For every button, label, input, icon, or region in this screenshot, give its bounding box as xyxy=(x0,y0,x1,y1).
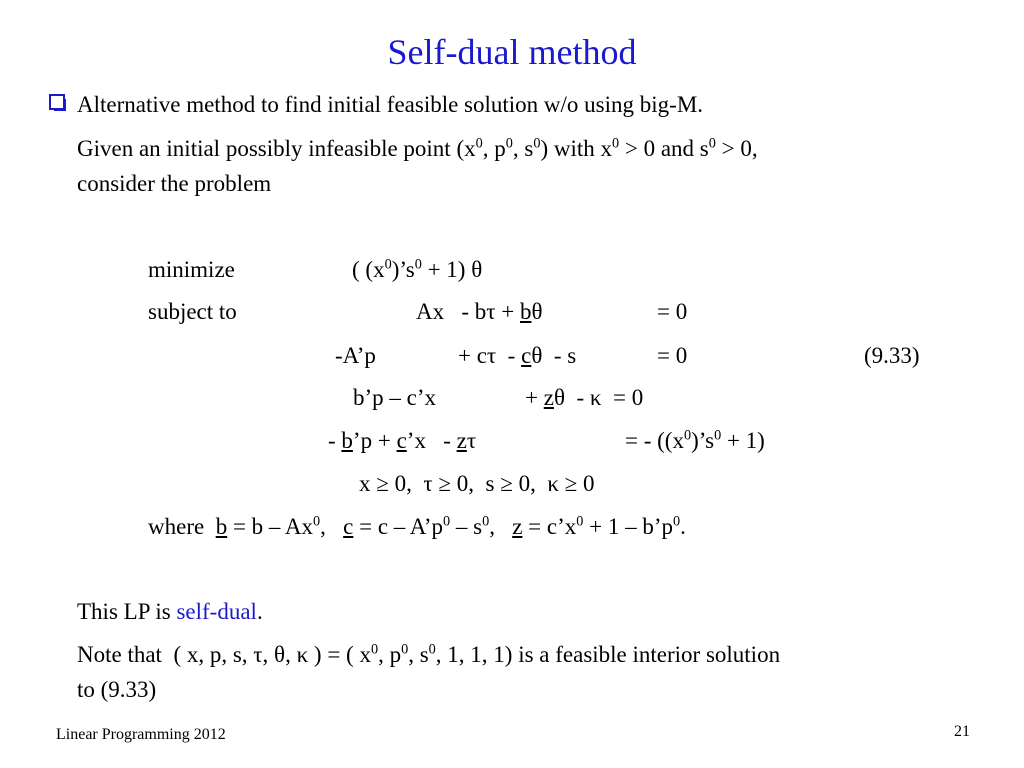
objective-expression: ( $(x^0)’s^0 + 1$) θ xyxy=(352,256,483,282)
constraint-row-2-lhs: -A’p xyxy=(335,343,376,368)
constraint-row-2-mid: + cτ - cθ - s xyxy=(458,343,577,368)
footer-course-label: Linear Programming 2012 xyxy=(56,726,226,743)
page-number: 21 xyxy=(954,723,970,740)
bullet-line-2: Given an initial possibly infeasible point ($x^0$, $p^0$, $s^0$) with $x^0 > 0$ and $s^0 > 0$, xyxy=(77,135,758,161)
constraint-row-4-rhs: = - $((x^0)’s^0 + 1)$ xyxy=(625,427,765,453)
constraint-row-3-lhs: b’p – c’x xyxy=(353,385,437,410)
self-dual-statement: This LP is self-dual. xyxy=(77,599,263,624)
note-line-1: Note that ( x, p, s, τ, θ, κ ) = ( $x^0$, $p^0$, $s^0$, 1, 1, 1) is a feasible interior solution xyxy=(77,641,781,667)
equation-number: (9.33) xyxy=(864,343,920,368)
subject-to-label: subject to xyxy=(148,299,237,324)
constraint-row-1-rhs: = 0 xyxy=(657,299,688,324)
bullet-line-1: Alternative method to find initial feasible solution w/o using big-M. xyxy=(77,92,704,117)
note-line-2: to (9.33) xyxy=(77,677,157,702)
nonnegativity-constraints: x ≥ 0, τ ≥ 0, s ≥ 0, κ ≥ 0 xyxy=(359,471,595,496)
where-definitions: where b = b – Ax$^0$, $c = c - A’p^0 - s^0$, $z = c’x^0 + 1$ – $b’p^0$. xyxy=(148,513,686,539)
bullet-line-3: consider the problem xyxy=(77,171,272,196)
slide-title: Self-dual method xyxy=(387,32,637,72)
constraint-row-4-lhs: - b’p + c’x - zτ xyxy=(328,428,477,453)
constraint-row-2-rhs: = 0 xyxy=(657,343,688,368)
constraint-row-1-lhs: Ax - bτ + bθ xyxy=(416,299,543,324)
minimize-label: minimize xyxy=(148,257,235,282)
checkbox-square-bullet-icon xyxy=(49,94,65,110)
constraint-row-3-rest: + zθ - κ = 0 xyxy=(525,385,644,410)
